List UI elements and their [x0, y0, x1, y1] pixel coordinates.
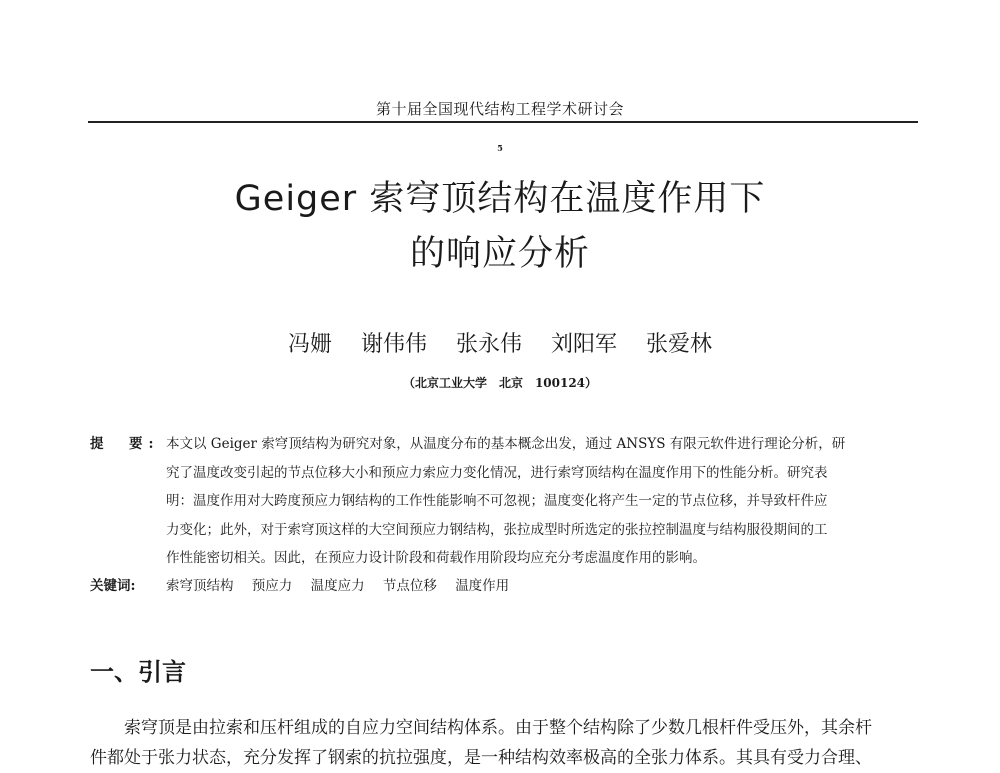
author-name: 张爱林 [646, 332, 713, 357]
paper-title-line-2: 的响应分析 [409, 234, 590, 274]
paper-title-line-1: Geiger 索穹顶结构在温度作用下 [234, 179, 766, 219]
abstract-line: 力变化；此外，对于索穹顶这样的大空间预应力钢结构，张拉成型时所选定的张拉控制温度与结构服役期间的工 [166, 521, 828, 538]
author-list [0, 327, 1000, 358]
section-heading: 一、引言 [90, 658, 186, 686]
keyword-list [166, 574, 523, 594]
keyword: 预应力 [251, 578, 293, 594]
keywords-label: 关键词: [90, 578, 136, 594]
running-header: 第十届全国现代结构工程学术研讨会 [375, 100, 624, 118]
header-rule [88, 121, 918, 123]
page-number: 5 [497, 143, 503, 153]
abstract-label: 提 要: [90, 436, 160, 452]
abstract-text [166, 430, 910, 573]
author-name: 冯姗 [287, 332, 332, 357]
abstract-line: 作性能密切相关。因此，在预应力设计阶段和荷载作用阶段均应充分考虑温度作用的影响。 [166, 550, 706, 566]
author-name: 张永伟 [455, 332, 522, 357]
keyword: 温度作用 [455, 578, 510, 594]
abstract-line: 究了温度改变引起的节点位移大小和预应力索应力变化情况，进行索穹顶结构在温度作用下的性能分析。研究表 [166, 464, 828, 481]
body-line: 件都处于张力状态，充分发挥了钢索的抗拉强度，是一种结构效率极高的全张力体系。其具有受力合理、 [90, 748, 872, 768]
keyword: 节点位移 [382, 578, 437, 594]
abstract-line: 本文以 Geiger 索穹顶结构为研究对象，从温度分布的基本概念出发，通过 ANSYS 有限元软件进行理论分析，研 [166, 436, 846, 452]
body-line: 索穹顶是由拉索和压杆组成的自应力空间结构体系。由于整个结构除了少数几根杆件受压外，其余杆 [124, 718, 872, 738]
abstract-line: 明：温度作用对大跨度预应力钢结构的工作性能影响不可忽视；温度变化将产生一定的节点位移，并导致杆件应 [166, 493, 828, 509]
author-name: 谢伟伟 [360, 332, 427, 357]
keyword: 索穹顶结构 [166, 578, 234, 594]
author-name: 刘阳军 [551, 332, 618, 357]
keyword: 温度应力 [310, 578, 365, 594]
affiliation: （北京工业大学 北京 100124） [402, 376, 598, 390]
section-body-text [90, 713, 912, 773]
